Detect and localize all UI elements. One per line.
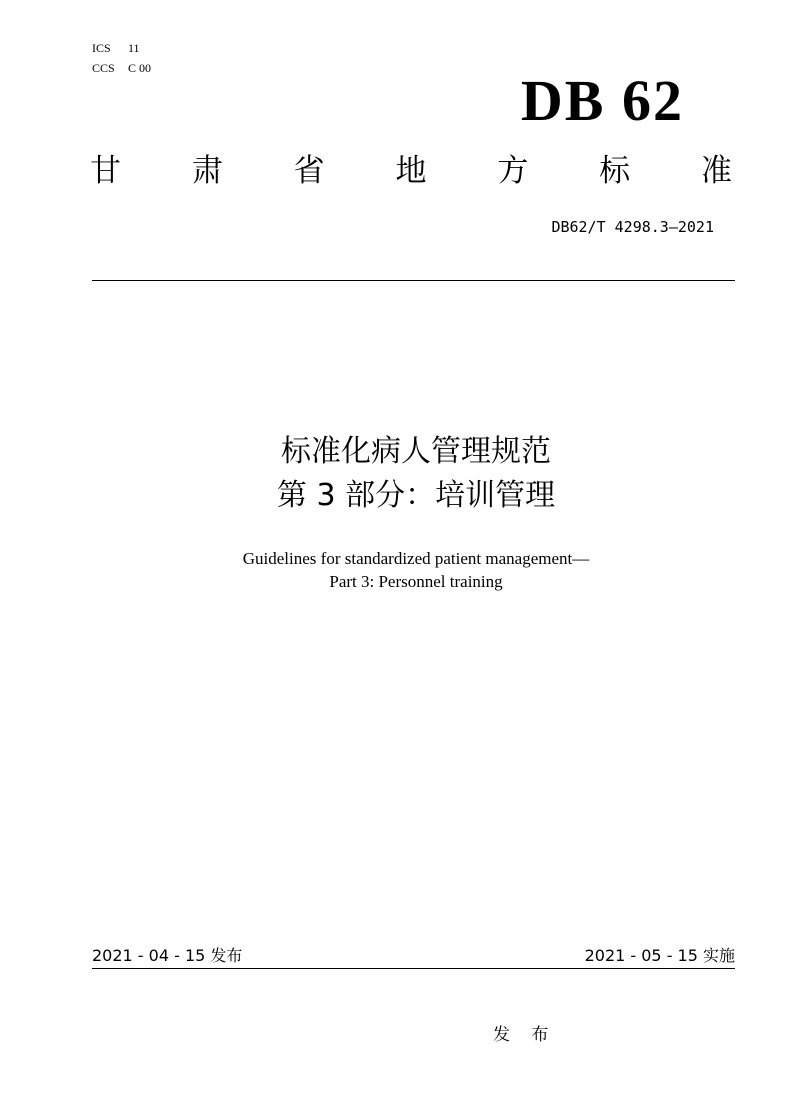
english-title [0, 547, 792, 593]
standard-type-heading [90, 148, 732, 194]
standard-type-char: 省 [293, 153, 325, 189]
ccs-row [92, 58, 151, 78]
ccs-label: CCS [92, 61, 115, 75]
issuer-line: 发 布 [493, 1025, 557, 1045]
standard-type-char: 方 [497, 153, 529, 189]
ics-row [92, 38, 151, 58]
english-title-line-2: Part 3: Personnel training [329, 572, 503, 591]
standard-type-char: 准 [700, 153, 732, 189]
bottom-divider [92, 968, 735, 969]
standard-type-char: 肃 [191, 153, 223, 189]
top-divider [92, 280, 735, 281]
document-number: DB62/T 4298.3—2021 [551, 218, 714, 236]
chinese-title-line-2: 第 3 部分：培训管理 [276, 478, 556, 513]
ics-value: 11 [128, 41, 140, 55]
implementation-date: 2021 - 05 - 15 实施 [584, 946, 735, 965]
standard-type-char: 标 [599, 153, 631, 189]
publish-date: 2021 - 04 - 15 发布 [92, 946, 243, 965]
db-logo: DB 62 [520, 68, 684, 133]
ics-label: ICS [92, 41, 111, 55]
dates-row [92, 943, 735, 969]
chinese-title-line-1: 标准化病人管理规范 [281, 434, 551, 469]
standard-type-char: 地 [395, 153, 427, 189]
classification-codes [92, 38, 151, 78]
english-title-line-1: Guidelines for standardized patient management— [242, 549, 590, 568]
chinese-title [0, 430, 792, 518]
ccs-value: C 00 [128, 61, 152, 75]
standard-type-char: 甘 [90, 153, 121, 189]
